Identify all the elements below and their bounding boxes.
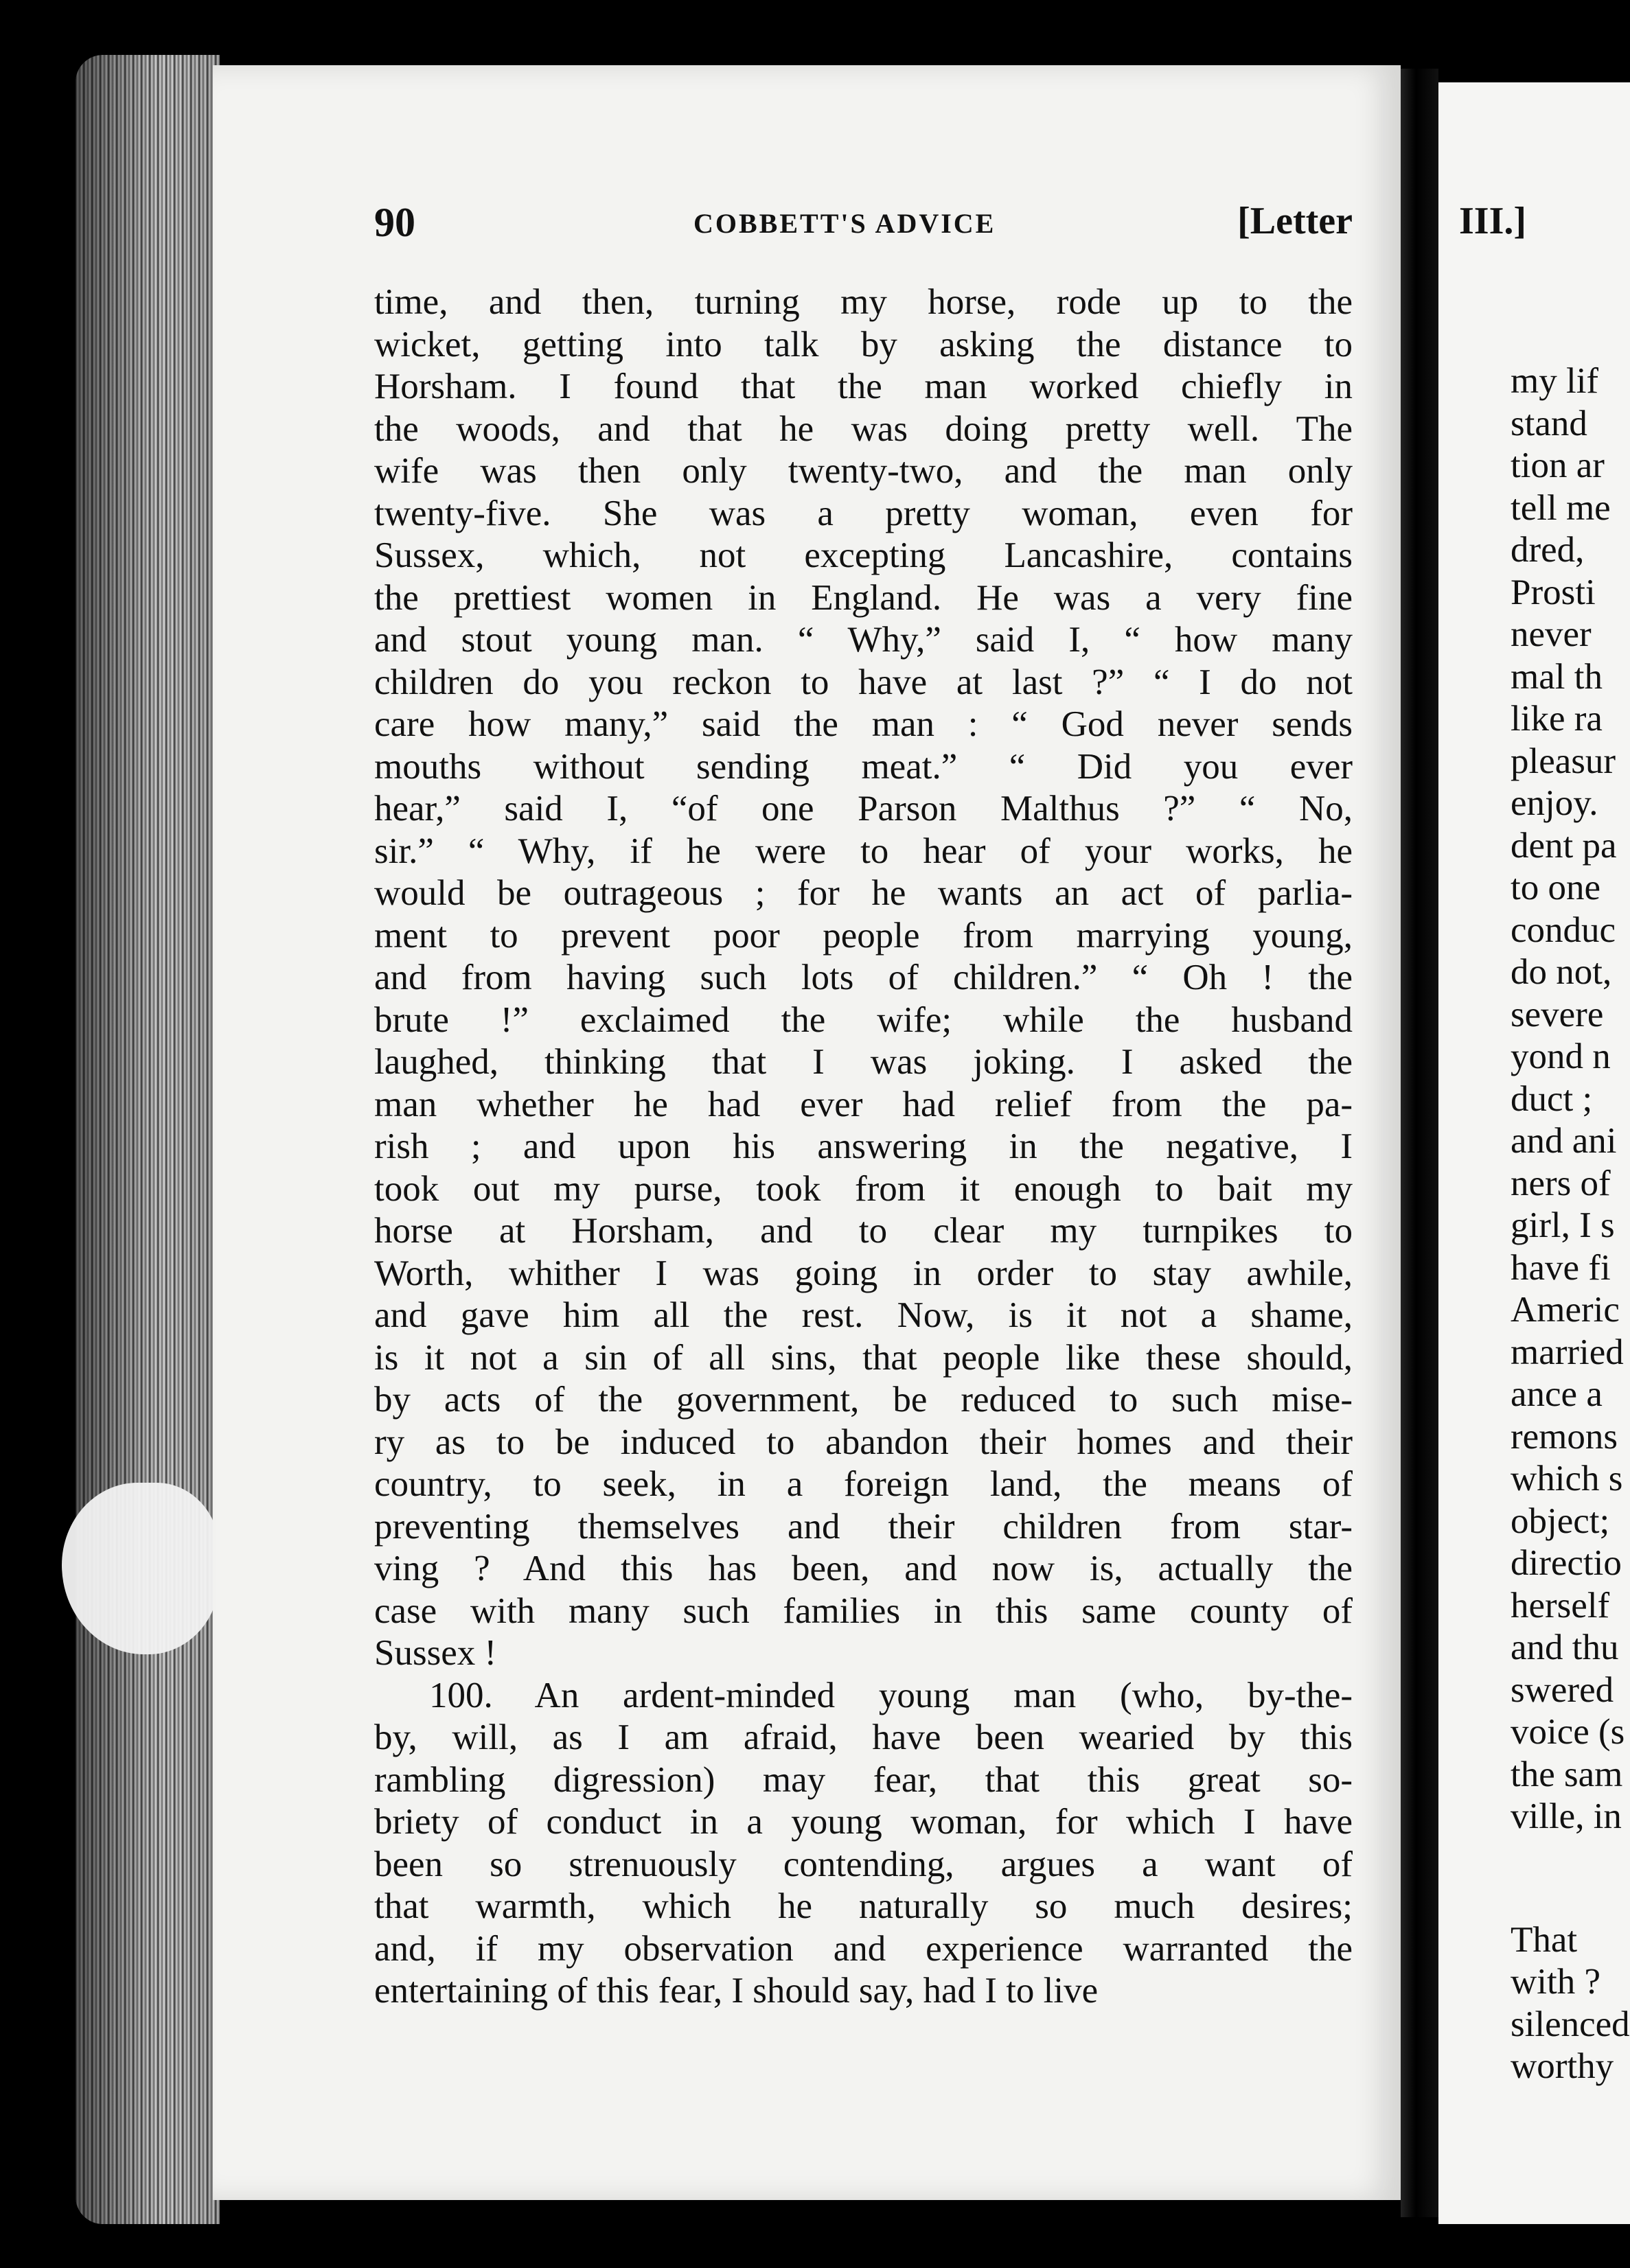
text-line: ment to prevent poor people from marrying young, <box>374 915 1353 956</box>
text-line: Worth, whither I was going in order to stay awhile, <box>374 1253 1353 1293</box>
text-line: voice (s <box>1511 1712 1625 1752</box>
text-line: tell me <box>1511 487 1611 528</box>
text-line: hear,” said I, “of one Parson Malthus ?” “ No, <box>374 789 1353 829</box>
text-line: object; <box>1511 1501 1610 1541</box>
right-section-mark: III.] <box>1459 200 1527 242</box>
text-line: brute !” exclaimed the wife; while the husband <box>374 999 1353 1040</box>
paragraph-break <box>1511 1838 1630 1919</box>
section-mark: [Letter <box>1237 200 1353 242</box>
text-line: ance a <box>1511 1374 1603 1414</box>
left-page-body <box>374 281 1353 2013</box>
page-number: 90 <box>374 200 415 245</box>
text-line: briety of conduct in a young woman, for which I have <box>374 1802 1353 1842</box>
text-line: herself <box>1511 1585 1610 1625</box>
text-line: do not, <box>1511 952 1612 992</box>
text-line: rambling digression) may fear, that this great so- <box>374 1759 1353 1800</box>
text-line: twenty-five. She was a pretty woman, even for <box>374 493 1353 533</box>
text-line: case with many such families in this same county of <box>374 1590 1353 1631</box>
text-line: and gave him all the rest. Now, is it not a shame, <box>374 1295 1353 1335</box>
text-line: Sussex, which, not excepting Lancashire, contains <box>374 535 1353 575</box>
text-line: which s <box>1511 1459 1623 1498</box>
text-line: and thu <box>1511 1628 1619 1667</box>
text-line: pleasur <box>1511 741 1616 781</box>
text-line: dred, <box>1511 530 1585 570</box>
text-line: like ra <box>1511 699 1603 739</box>
text-line: sir.” “ Why, if he were to hear of your works, he <box>374 831 1353 871</box>
right-page-body <box>1511 360 1630 2088</box>
text-line: tion ar <box>1511 445 1605 485</box>
left-page-header <box>374 199 1353 254</box>
text-line: severe <box>1511 994 1604 1034</box>
text-line: and, if my observation and experience warranted the <box>374 1928 1353 1969</box>
text-line: remons <box>1511 1416 1618 1457</box>
text-line: directio <box>1511 1543 1622 1583</box>
text-line: the sam <box>1511 1754 1623 1794</box>
text-line: care how many,” said the man : “ God never sends <box>374 704 1353 744</box>
text-line: entertaining of this fear, I should say, had I to live <box>374 1971 1099 2011</box>
text-line: children do you reckon to have at last ?” “ I do not <box>374 662 1353 702</box>
text-line: 100. An ardent-minded young man (who, by-the- <box>429 1675 1353 1715</box>
text-line: laughed, thinking that I was joking. I asked the <box>374 1042 1353 1082</box>
text-line: and stout young man. “ Why,” said I, “ how many <box>374 620 1353 660</box>
text-line: by acts of the government, be reduced to such mise- <box>374 1380 1353 1420</box>
text-line: duct ; <box>1511 1078 1593 1119</box>
text-line: is it not a sin of all sins, that people like these should, <box>374 1337 1353 1378</box>
text-line: enjoy. <box>1511 783 1598 823</box>
text-line: preventing themselves and their children from star- <box>374 1506 1353 1547</box>
text-line: Horsham. I found that the man worked chiefly in <box>374 367 1353 406</box>
text-line: and ani <box>1511 1121 1617 1161</box>
text-line: ners of <box>1511 1163 1611 1203</box>
text-line: mouths without sending meat.” “ Did you ever <box>374 746 1353 787</box>
text-line: by, will, as I am afraid, have been wearied by this <box>374 1717 1353 1757</box>
text-line: wicket, getting into talk by asking the distance to <box>374 324 1353 364</box>
book-gutter <box>1401 69 1438 2217</box>
text-line: ville, in <box>1511 1796 1622 1836</box>
running-head: COBBETT'S ADVICE <box>693 208 996 239</box>
text-line: Americ <box>1511 1290 1620 1330</box>
text-line: to one <box>1511 868 1600 907</box>
text-line: that warmth, which he naturally so much desires; <box>374 1886 1353 1926</box>
text-line: the prettiest women in England. He was a very fine <box>374 577 1353 618</box>
text-line: and from having such lots of children.” “ Oh ! the <box>374 958 1353 997</box>
text-line: swered <box>1511 1669 1614 1710</box>
text-line: girl, I s <box>1511 1205 1615 1245</box>
text-line: my lif <box>1511 361 1599 401</box>
text-line: with ? <box>1511 1962 1600 2002</box>
text-line: stand <box>1511 403 1587 443</box>
text-line: ry as to be induced to abandon their homes and their <box>374 1422 1353 1462</box>
text-line: been so strenuously contending, argues a want of <box>374 1844 1353 1884</box>
text-line: dent pa <box>1511 825 1617 866</box>
text-line: ving ? And this has been, and now is, actually the <box>374 1549 1353 1588</box>
text-line: man whether he had ever had relief from the pa- <box>374 1084 1353 1124</box>
text-line: horse at Horsham, and to clear my turnpikes to <box>374 1211 1353 1251</box>
text-line: the woods, and that he was doing pretty well. The <box>374 408 1353 449</box>
text-line: took out my purse, took from it enough to bait my <box>374 1168 1353 1209</box>
text-line: That <box>1511 1919 1578 1960</box>
text-line: never <box>1511 614 1592 654</box>
text-line: mal th <box>1511 656 1603 697</box>
text-line: Sussex ! <box>374 1633 497 1673</box>
text-line: rish ; and upon his answering in the negative, I <box>374 1126 1353 1166</box>
text-line: country, to seek, in a foreign land, the means of <box>374 1464 1353 1504</box>
text-line: would be outrageous ; for he wants an act of parlia- <box>374 873 1353 913</box>
text-line: married <box>1511 1332 1624 1372</box>
right-page <box>1438 82 1630 2224</box>
text-line: have fi <box>1511 1247 1611 1288</box>
text-line: time, and then, turning my horse, rode up to the <box>374 282 1353 322</box>
text-line: silenced <box>1511 2004 1630 2044</box>
text-line: conduc <box>1511 910 1616 950</box>
text-line: worthy <box>1511 2046 1614 2086</box>
text-line: wife was then only twenty-two, and the man only <box>374 451 1353 491</box>
text-line: Prosti <box>1511 572 1596 612</box>
text-line: yond n <box>1511 1037 1611 1076</box>
